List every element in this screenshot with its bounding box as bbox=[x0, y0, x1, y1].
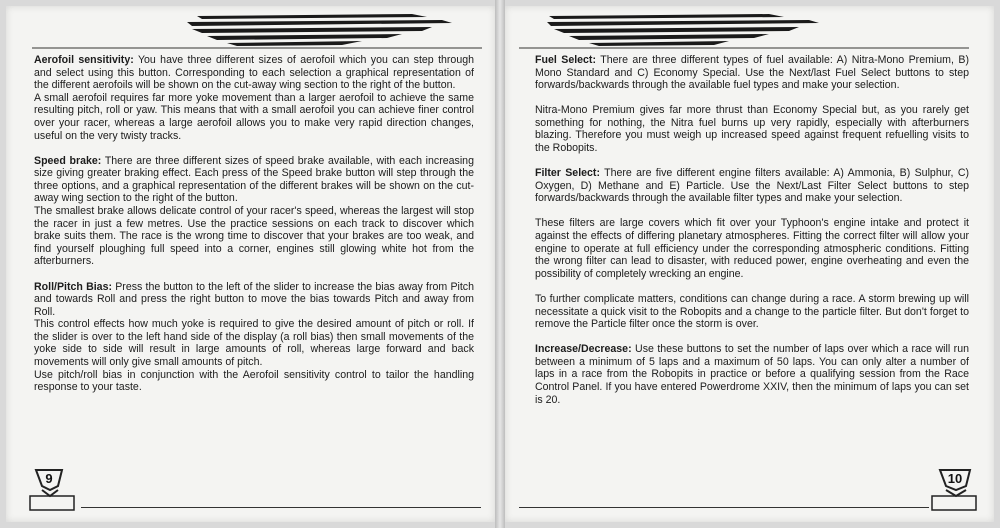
section-heading: Fuel Select: bbox=[535, 54, 596, 66]
filter-select-section bbox=[535, 167, 969, 205]
section-text: The smallest brake allows delicate control of your racer's speed, whereas the largest will stop the racer in just a few metres. Use the practice sessions on each track to discover which brake suits them. The race is the wrong time to discover that your brakes are too weak, and find yourself ploughing full speed into a corner, engines still glowing white hot from the afterburners. bbox=[34, 205, 474, 268]
footer-rule bbox=[81, 507, 481, 508]
section-text: Use pitch/roll bias in conjunction with the Aerofoil sensitivity control to tailor the handling response to your taste. bbox=[34, 368, 474, 394]
section-text: A small aerofoil requires far more yoke movement than a larger aerofoil to achieve the same resulting pitch, roll or yaw. This means that with a small aerofoil you can achieve finer control over your racer, whereas a large aerofoil allows you to make very rapid direction changes, useful on the very twisty tracks. bbox=[34, 91, 474, 142]
speed-stripes-header bbox=[22, 10, 482, 50]
section-text: Press the button to the left of the slider to increase the bias away from Pitch and towards Roll and press the right button to move the bias towards Pitch and away from Roll. bbox=[34, 280, 474, 318]
page-number-badge bbox=[930, 466, 978, 512]
speed-brake-section bbox=[34, 155, 474, 205]
left-page-text bbox=[34, 54, 474, 406]
section-text: Use these buttons to set the number of laps over which a race will run between a minimum of 5 laps and a maximum of 50 laps. You can only alter a number of laps in a race from the Robopits in practice or before a qualifying session from the Race Control Panel. If you have entered Powerdrome XXIV, then the minimum of laps you can set is 20. bbox=[535, 343, 969, 406]
section-text: These filters are large covers which fit over your Typhoon's engine intake and protect it against the effects of differing planetary atmospheres. Fitting the correct filter will allow your engine to operate at full efficiency under the corresponding atmospheric conditions. Fitting the wrong filter can lead to disaster, with reduced power, engine overheating and even the possibility of completely wrecking an engine. bbox=[535, 217, 969, 280]
page-number: 10 bbox=[947, 471, 963, 486]
section-text: You have three different sizes of aerofoil which you can step through and select using this button. Corresponding to each selection a graphical representation of the different aerofoils will be shown on the cut-away wing section to the right of the button. bbox=[34, 54, 475, 92]
page-number: 9 bbox=[45, 471, 53, 486]
section-text: There are three different sizes of speed brake available, with each increasing size giving greater braking effect. Each press of the Speed brake button will step through the three options, and a graphical representation of the different brakes will be shown on the cut-away wing section to the right of the button. bbox=[34, 154, 474, 205]
book-spine bbox=[495, 0, 505, 528]
section-text: To further complicate matters, conditions can change during a race. A storm brewing up will necessitate a quick visit to the Robopits and a change to the particle filter. But don't forget to remove the Particle filter once the storm is over. bbox=[535, 292, 969, 331]
section-heading: Aerofoil sensitivity: bbox=[34, 54, 134, 66]
section-text: There are five different engine filters available: A) Ammonia, B) Sulphur, C) Oxygen, D) Methane and E) Particle. Use the Next/Last Filter Select buttons to step forwards/backwards through the available filter types and make your selection. bbox=[535, 167, 969, 205]
left-page bbox=[6, 6, 495, 522]
section-text: There are three different types of fuel available: A) Nitra-Mono Premium, B) Mono Standard and C) Economy Special. Use the Next/last Fuel Select buttons to step forwards/backwards through the available fuel types and make your selection. bbox=[535, 54, 969, 92]
footer-rule bbox=[519, 507, 929, 508]
section-heading: Increase/Decrease: bbox=[535, 343, 632, 356]
roll-pitch-section bbox=[34, 281, 474, 319]
speed-stripes-header bbox=[519, 10, 979, 50]
right-page-text bbox=[535, 54, 969, 419]
section-heading: Filter Select: bbox=[535, 167, 600, 180]
section-heading: Roll/Pitch Bias: bbox=[34, 280, 112, 293]
increase-decrease-section bbox=[535, 343, 969, 406]
right-page bbox=[505, 6, 994, 522]
section-text: Nitra-Mono Premium gives far more thrust than Economy Special but, as you rarely get something for nothing, the Nitra fuel burns up very rapidly, especially with afterburners blazing. Therefore you must weigh up increased speed against frequent refuelling visits to the Robopits. bbox=[535, 104, 969, 155]
section-heading: Speed brake: bbox=[34, 154, 102, 167]
page-number-badge bbox=[28, 466, 76, 512]
section-text: This control effects how much yoke is required to give the desired amount of pitch or roll. If the slider is over to the left hand side of the display (a roll bias) then small movements of the yoke side to side will result in large amounts of roll, whereas large forward and back movements will only give small amounts of pitch. bbox=[34, 318, 474, 369]
fuel-select-section bbox=[535, 54, 969, 92]
aerofoil-section bbox=[34, 54, 474, 92]
